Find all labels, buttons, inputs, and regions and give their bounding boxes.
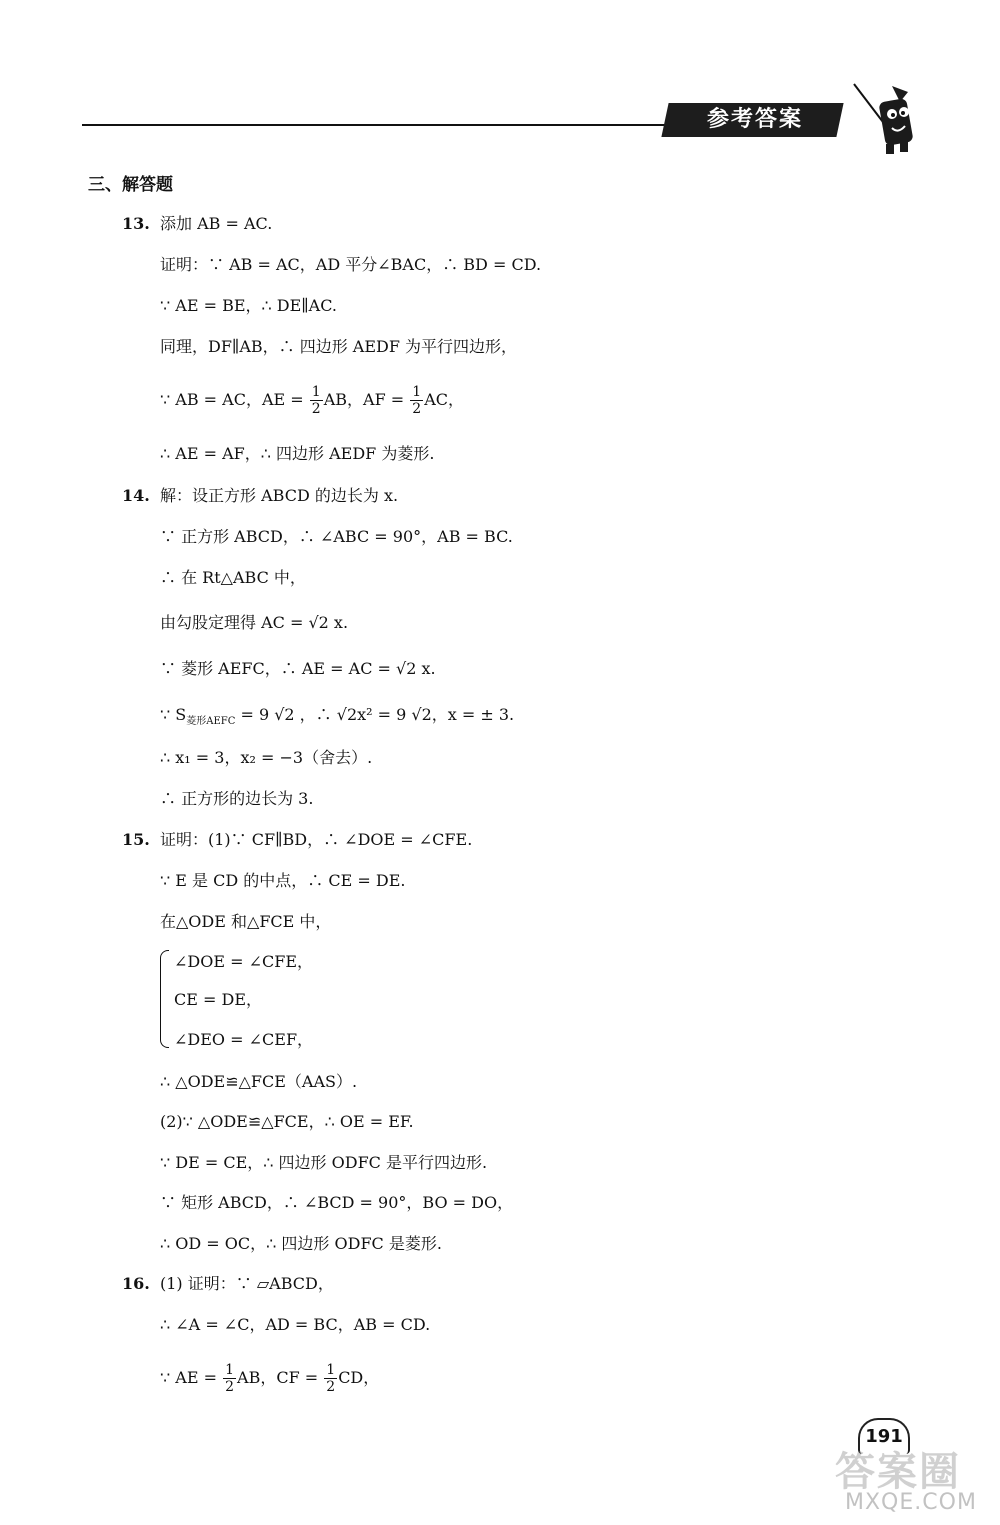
q15-line-7: ∵ 矩形 ABCD，∴ ∠BCD = 90°，BO = DO， [160, 1193, 514, 1212]
q13-line-1: 添加 AB = AC. [160, 214, 273, 233]
q14-line-8: ∴ 正方形的边长为 3. [160, 789, 314, 808]
q14-line-1: 解：设正方形 ABCD 的边长为 x. [160, 486, 399, 505]
q16-line-3c: CD， [338, 1368, 380, 1387]
q14-line-5: ∵ 菱形 AEFC，∴ AE = AC = √2 x. [160, 659, 436, 678]
fraction-half: $\frac{1}{2}$ [311, 384, 321, 417]
q13-line-3: ∵ AE = BE，∴ DE∥AC. [160, 296, 337, 315]
q13-line-4: 同理，DF∥AB，∴ 四边形 AEDF 为平行四边形， [160, 337, 518, 356]
fraction-half: $\frac{1}{2}$ [225, 1362, 235, 1395]
pencil-mascot-icon [852, 78, 922, 158]
q13-line-5b: AB，AF = [323, 390, 405, 409]
q15-line-5: (2)∵ △ODE≌△FCE，∴ OE = EF. [160, 1112, 414, 1131]
q13-line-5a: ∵ AB = AC，AE = [160, 390, 304, 409]
q14-line-6 [160, 703, 514, 734]
section-title: 三、解答题 [88, 175, 173, 195]
question-16-number: 16. [122, 1274, 150, 1293]
q14-line-7: ∴ x₁ = 3，x₂ = −3（舍去）. [160, 748, 373, 767]
q13-line-5 [160, 384, 464, 417]
q14-line-6a: ∵ S [160, 705, 187, 724]
q15-line-8: ∴ OD = OC，∴ 四边形 ODFC 是菱形. [160, 1234, 442, 1253]
question-13-number: 13. [122, 214, 150, 233]
q16-line-3 [160, 1362, 379, 1395]
q16-line-1: (1) 证明：∵ ▱ABCD， [160, 1274, 334, 1293]
fraction-half: $\frac{1}{2}$ [412, 384, 422, 417]
header-title: 参考答案 [706, 107, 803, 132]
q15-line-2: ∵ E 是 CD 的中点，∴ CE = DE. [160, 871, 406, 890]
q15-brace-line-3: ∠DEO = ∠CEF， [174, 1030, 314, 1049]
fraction-half: $\frac{1}{2}$ [326, 1362, 336, 1395]
q14-area-subscript: 菱形AEFC [186, 716, 236, 728]
q13-line-6: ∴ AE = AF，∴ 四边形 AEDF 为菱形. [160, 444, 435, 463]
q15-line-6: ∵ DE = CE，∴ 四边形 ODFC 是平行四边形. [160, 1153, 488, 1172]
q14-line-6b: = 9 √2 ，∴ √2x² = 9 √2，x = ± 3. [235, 705, 515, 724]
q14-line-2: ∵ 正方形 ABCD，∴ ∠ABC = 90°，AB = BC. [160, 527, 513, 546]
q14-line-3: ∴ 在 Rt△ABC 中， [160, 568, 306, 587]
header-rule [82, 124, 672, 126]
watermark-logo: 答案圈 [835, 1449, 961, 1495]
equation-brace [160, 950, 169, 1048]
page-number: 191 [858, 1418, 910, 1454]
q13-line-5c: AC， [424, 390, 464, 409]
q13-line-2: 证明：∵ AB = AC，AD 平分∠BAC，∴ BD = CD. [160, 255, 542, 274]
watermark-url: MXQE.COM [845, 1490, 977, 1515]
q16-line-3b: AB，CF = [237, 1368, 319, 1387]
q16-line-2: ∴ ∠A = ∠C，AD = BC，AB = CD. [160, 1315, 431, 1334]
q15-line-4: ∴ △ODE≌△FCE（AAS）. [160, 1072, 358, 1091]
q15-brace-line-2: CE = DE， [174, 990, 263, 1009]
q15-line-3: 在△ODE 和△FCE 中， [160, 912, 332, 931]
question-14-number: 14. [122, 486, 150, 505]
q15-line-1: 证明：(1)∵ CF∥BD，∴ ∠DOE = ∠CFE. [160, 830, 473, 849]
q15-brace-line-1: ∠DOE = ∠CFE， [174, 952, 314, 971]
question-15-number: 15. [122, 830, 150, 849]
q16-line-3a: ∵ AE = [160, 1368, 217, 1387]
q14-line-4: 由勾股定理得 AC = √2 x. [160, 613, 349, 632]
